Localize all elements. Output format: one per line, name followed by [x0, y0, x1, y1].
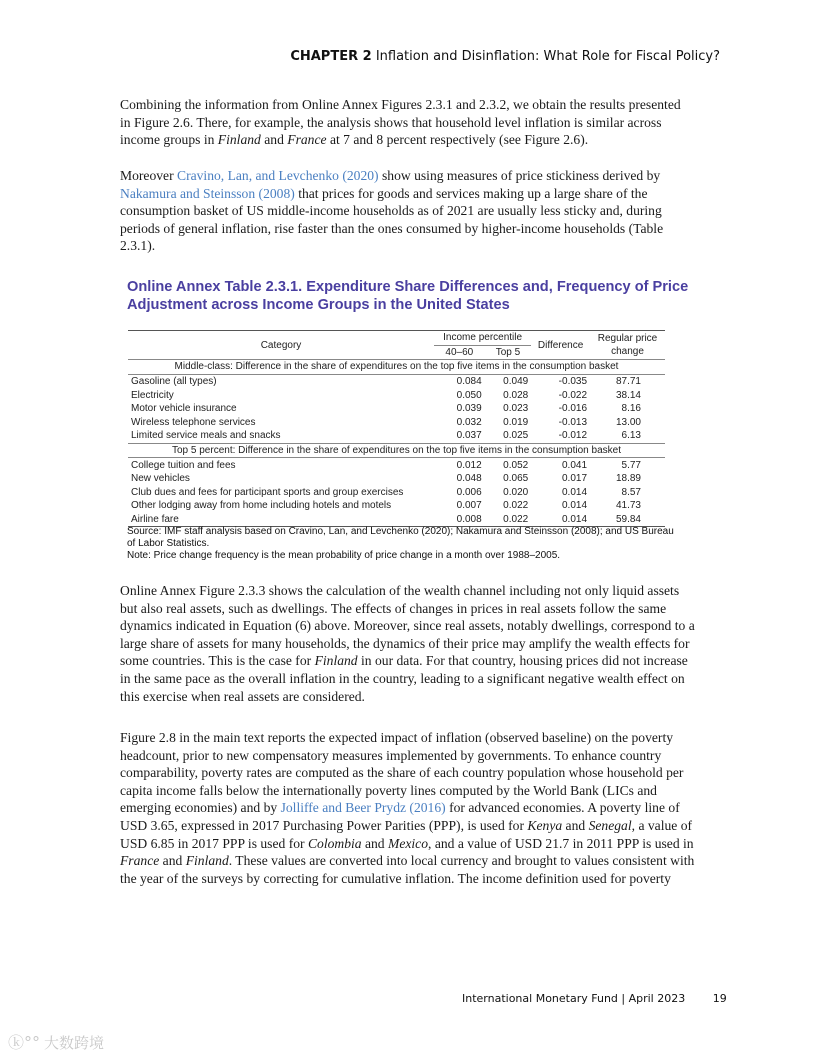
cell-difference: -0.012 — [558, 430, 588, 442]
cell-top5: 0.022 — [485, 513, 532, 527]
cell-40-60: 0.032 — [456, 416, 482, 428]
text-line — [120, 688, 720, 706]
cell-regular-price-change: 8.57 — [621, 486, 641, 498]
cell-regular-price-change: 38.14 — [615, 389, 641, 401]
text-segment: and — [562, 817, 589, 833]
header-regular-price-change — [590, 331, 665, 360]
text-line — [120, 747, 720, 765]
source-note-cont: of Labor Statistics. — [127, 538, 210, 549]
table-title-line: Online Annex Table 2.3.1. Expenditure Share Differences and, Frequency of Price — [127, 279, 689, 295]
running-header — [290, 49, 720, 64]
table-row — [128, 388, 665, 402]
text-segment: and — [361, 835, 389, 851]
table-row — [128, 429, 665, 443]
text-segment: in Figure 2.6. There, for example, the analysis shows that household level inflation is similar across — [120, 114, 662, 130]
cell-regular-price-change: 59.84 — [590, 513, 665, 527]
cell-category: Other lodging away from home including hotels and motels — [131, 500, 392, 512]
page-number: 19 — [712, 992, 727, 1005]
chapter-title: Inflation and Disinflation: What Role for Fiscal Policy? — [375, 49, 720, 64]
header-difference: Difference — [531, 331, 590, 360]
text-segment: consumption basket of US middle-income households as of 2021 are usually less sticky and, during — [120, 203, 662, 219]
cell-category: Wireless telephone services — [131, 416, 256, 428]
cell-difference: 0.017 — [562, 473, 588, 485]
table-row — [128, 499, 665, 513]
text-line — [120, 670, 720, 688]
cell-40-60: 0.007 — [456, 500, 482, 512]
cell-40-60: 0.006 — [456, 486, 482, 498]
section-label: Top 5 percent: Difference in the share of expenditures on the top five items in the consumption basket — [128, 443, 665, 458]
text-line — [120, 167, 720, 185]
header-40-60: 40–60 — [445, 346, 474, 358]
table-title-line: Adjustment across Income Groups in the United States — [127, 297, 510, 313]
cell-top5: 0.025 — [503, 430, 529, 442]
text-line — [120, 782, 720, 800]
text-segment: large share of assets for many households, the dynamics of their price may amplify the wealth effects for — [120, 635, 690, 651]
text-segment: , a value of — [631, 817, 693, 833]
cell-category: New vehicles — [131, 473, 190, 485]
italic-text: Finland — [314, 653, 358, 669]
italic-text: Senegal — [588, 817, 632, 833]
text-segment: periods of general inflation, rise faster than the ones consumed by higher-income households (Table — [120, 220, 664, 236]
citation-link[interactable]: Nakamura and Steinsson (2008) — [120, 185, 295, 201]
cell-top5: 0.028 — [503, 389, 529, 401]
cell-difference: -0.022 — [558, 389, 588, 401]
cell-regular-price-change: 13.00 — [615, 416, 641, 428]
section-header-row — [128, 360, 665, 375]
cell-category: College tuition and fees — [131, 459, 236, 471]
table-row — [128, 402, 665, 416]
text-line — [120, 817, 720, 835]
text-segment: and — [159, 853, 186, 869]
italic-text: Finland — [185, 853, 229, 869]
text-segment: 2.3.1). — [120, 238, 156, 254]
text-segment: at 7 and 8 percent respectively (see Figure 2.6). — [326, 132, 589, 148]
cell-40-60: 0.039 — [456, 403, 482, 415]
text-line — [120, 870, 720, 888]
cell-40-60: 0.037 — [456, 430, 482, 442]
cell-top5: 0.049 — [503, 376, 529, 388]
cell-regular-price-change: 41.73 — [615, 500, 641, 512]
text-line — [120, 617, 720, 635]
text-segment: income groups in — [120, 132, 218, 148]
cell-top5: 0.065 — [503, 473, 529, 485]
text-segment: some countries. This is the case for — [120, 653, 315, 669]
watermark-logo: ⓚ°° 大数跨境 — [8, 1033, 105, 1052]
text-segment: capita income falls below the internationally poverty lines computed by the World Bank (LICs and — [120, 782, 657, 798]
cell-difference: -0.013 — [558, 416, 588, 428]
text-line — [120, 185, 720, 203]
cell-top5: 0.020 — [503, 486, 529, 498]
paragraph-4 — [120, 729, 720, 887]
cell-difference: 0.041 — [562, 459, 588, 471]
cell-regular-price-change: 8.16 — [621, 403, 641, 415]
table-notes — [127, 526, 727, 562]
cell-difference: -0.035 — [558, 376, 588, 388]
text-segment: dynamics indicated in Equation (6) above. Moreover, since real assets, notably dwellings, correspond to a — [120, 618, 695, 634]
table-row — [128, 374, 665, 388]
text-segment: this exercise when real assets are considered. — [120, 688, 365, 704]
text-segment: Moreover — [120, 168, 177, 183]
text-segment: for advanced economies. A poverty line of — [445, 800, 680, 816]
cell-top5: 0.022 — [503, 500, 529, 512]
cell-top5: 0.019 — [503, 416, 529, 428]
italic-text: France — [287, 132, 327, 148]
table-row — [128, 472, 665, 486]
text-line — [120, 729, 720, 747]
text-line — [120, 835, 720, 853]
text-segment: that prices for goods and services making up a large share of the — [294, 185, 648, 201]
italic-text: Colombia — [307, 835, 362, 851]
header-line: change — [611, 346, 644, 358]
italic-text: Finland — [217, 132, 261, 148]
table-row — [128, 416, 665, 430]
text-line — [120, 202, 720, 220]
text-line — [120, 96, 720, 114]
chapter-label: CHAPTER 2 — [290, 49, 372, 64]
note: Note: Price change frequency is the mean probability of price change in a month over 1988–2005. — [127, 550, 561, 561]
section-label: Middle-class: Difference in the share of expenditures on the top five items in the consumption basket — [128, 360, 665, 375]
text-line — [120, 114, 720, 132]
cell-40-60: 0.008 — [434, 513, 485, 527]
paragraph-1 — [120, 96, 720, 149]
text-segment: USD 3.65, expressed in 2017 Purchasing Power Parities (PPP), is used for — [120, 817, 528, 833]
table-row — [128, 513, 665, 527]
cell-top5: 0.023 — [503, 403, 529, 415]
text-line — [120, 600, 720, 618]
cell-category: Club dues and fees for participant sports and group exercises — [131, 486, 404, 498]
italic-text: Mexico — [388, 835, 429, 851]
cell-40-60: 0.048 — [456, 473, 482, 485]
citation-link[interactable]: Cravino, Lan, and Levchenko (2020) — [177, 168, 379, 183]
text-segment: in our data. For that country, housing prices did not increase — [357, 653, 688, 669]
cell-category: Gasoline (all types) — [131, 376, 217, 388]
text-segment: , and a value of USD 21.7 in 2011 PPP is used in — [428, 835, 694, 851]
cell-difference: 0.014 — [531, 513, 590, 527]
text-line — [120, 131, 720, 149]
paragraph-3 — [120, 582, 720, 705]
cell-40-60: 0.012 — [456, 459, 482, 471]
cell-difference: 0.014 — [562, 486, 588, 498]
cell-40-60: 0.084 — [456, 376, 482, 388]
text-segment: emerging economies) and by — [120, 800, 281, 816]
text-segment: the year of the surveys by correcting for cumulative inflation. The income definition used for poverty — [120, 870, 671, 886]
page-footer — [462, 992, 727, 1005]
text-line — [120, 237, 720, 255]
table-row — [128, 486, 665, 500]
text-line — [120, 220, 720, 238]
cell-40-60: 0.050 — [456, 389, 482, 401]
cell-category: Electricity — [131, 389, 174, 401]
text-line — [120, 852, 720, 870]
text-line — [120, 799, 720, 817]
cell-regular-price-change: 5.77 — [621, 459, 641, 471]
paragraph-2 — [120, 167, 720, 255]
footer-text: International Monetary Fund | April 2023 — [462, 992, 686, 1005]
cell-category: Airline fare — [128, 513, 434, 527]
header-top5: Top 5 — [495, 346, 521, 358]
text-line — [120, 764, 720, 782]
text-segment: headcount, prior to new compensatory measures implemented by governments. To enhance country — [120, 747, 662, 763]
header-category: Category — [128, 331, 434, 360]
text-segment: . These values are converted into local currency and brought to values consistent with — [228, 853, 695, 869]
text-segment: USD 6.85 in 2017 PPP is used for — [120, 835, 308, 851]
expenditure-share-table — [128, 330, 665, 527]
text-line — [120, 652, 720, 670]
text-segment: Figure 2.8 in the main text reports the expected impact of inflation (observed baseline) on the poverty — [120, 730, 674, 745]
cell-regular-price-change: 18.89 — [615, 473, 641, 485]
citation-link[interactable]: Jolliffe and Beer Prydz (2016) — [280, 800, 446, 816]
table-row — [128, 458, 665, 472]
cell-top5: 0.052 — [503, 459, 529, 471]
text-segment: and — [260, 132, 288, 148]
cell-regular-price-change: 6.13 — [621, 430, 641, 442]
table-title — [127, 278, 717, 314]
section-header-row — [128, 443, 665, 458]
text-segment: Online Annex Figure 2.3.3 shows the calculation of the wealth channel including not only liquid assets — [120, 583, 680, 598]
cell-category: Motor vehicle insurance — [131, 403, 237, 415]
text-segment: show using measures of price stickiness derived by — [378, 168, 661, 183]
source-note: Source: IMF staff analysis based on Cravino, Lan, and Levchenko (2020); Nakamura and Steinsson (2008); and US Bureau — [127, 526, 674, 537]
cell-difference: 0.014 — [562, 500, 588, 512]
header-income-percentile: Income percentile — [434, 331, 531, 346]
text-segment: in the same pace as the overall inflation in the country, leading to a significant negative wealth effect on — [120, 670, 685, 686]
text-line — [120, 635, 720, 653]
text-segment: comparability, poverty rates are computed as the share of each country population whose household per — [120, 765, 684, 781]
header-line: Regular price — [597, 333, 658, 345]
cell-difference: -0.016 — [558, 403, 588, 415]
text-segment: but also real assets, such as dwellings. The effects of changes in prices in real assets follow the same — [120, 600, 667, 616]
cell-category: Limited service meals and snacks — [131, 430, 281, 442]
text-segment: Combining the information from Online Annex Figures 2.3.1 and 2.3.2, we obtain the results presented — [120, 97, 681, 112]
italic-text: France — [120, 853, 160, 869]
text-line — [120, 582, 720, 600]
cell-regular-price-change: 87.71 — [615, 376, 641, 388]
italic-text: Kenya — [527, 817, 563, 833]
